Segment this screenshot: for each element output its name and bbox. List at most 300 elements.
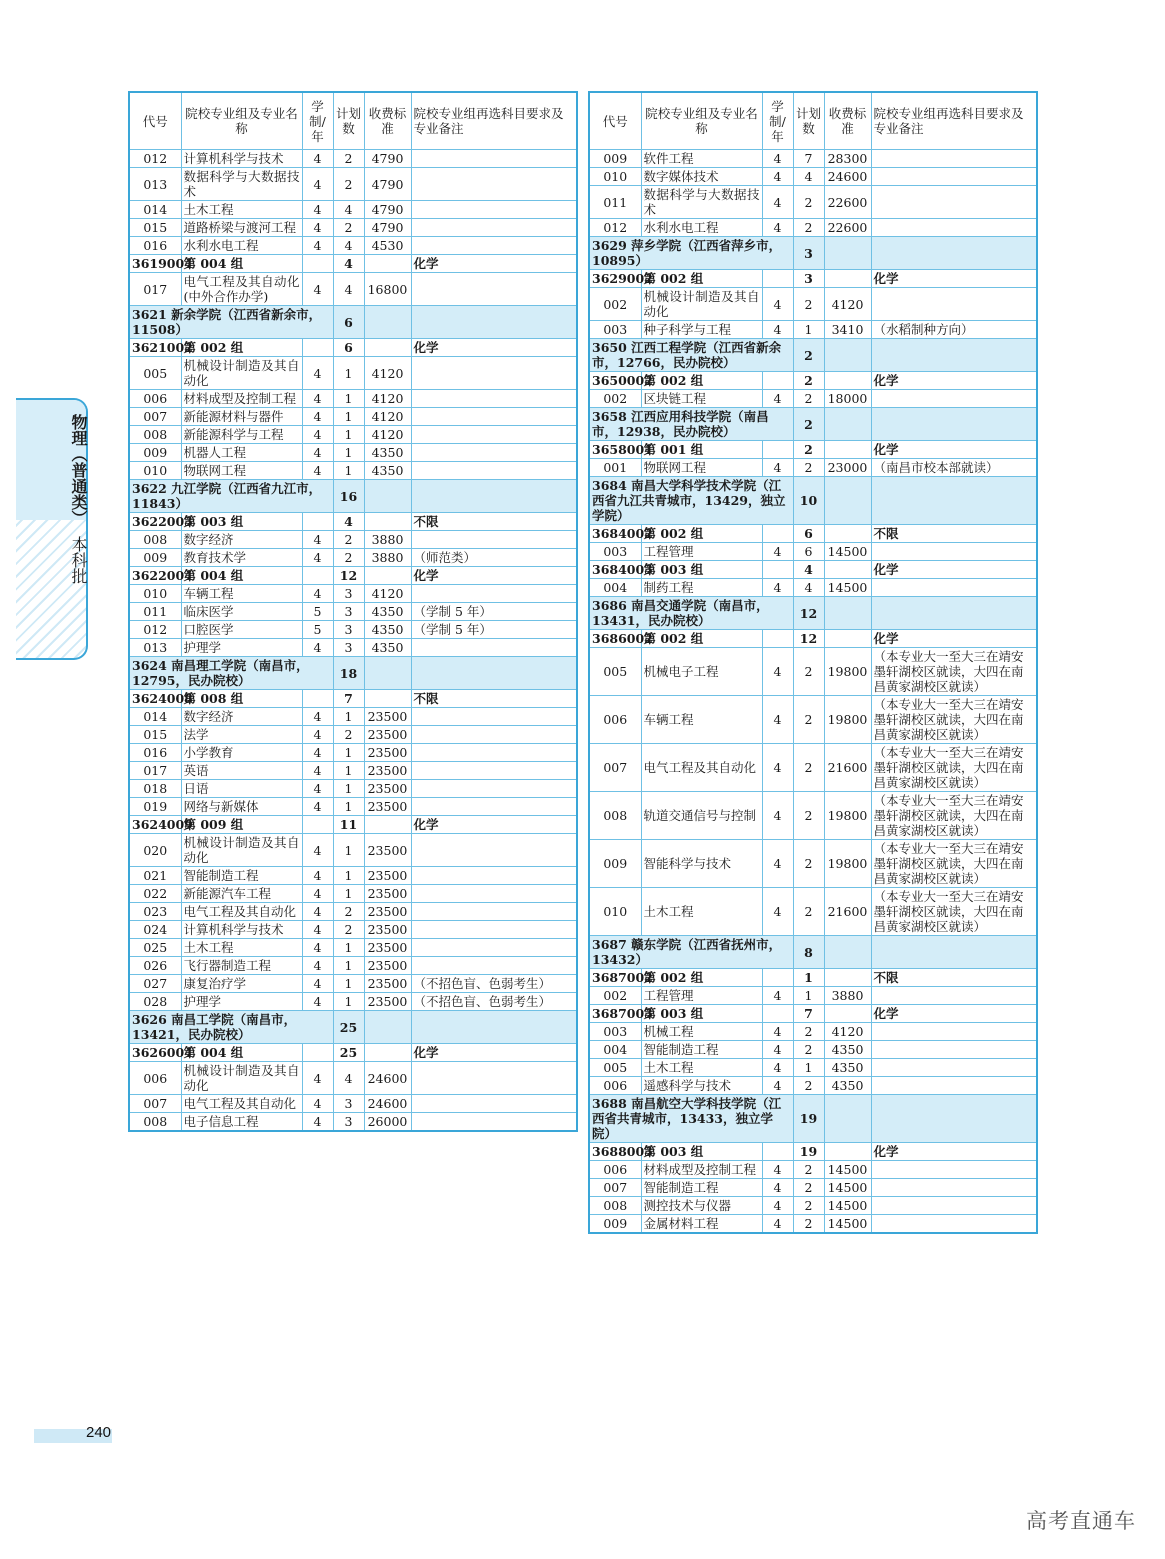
fee-cell: 14500 [824, 1161, 871, 1179]
years-cell: 4 [302, 150, 333, 168]
college-row [589, 408, 1037, 441]
code-cell: 006 [589, 696, 641, 744]
name-cell: 电气工程及其自动化 [641, 744, 762, 792]
plan-cell: 4 [333, 237, 364, 255]
note-cell [411, 744, 577, 762]
years-cell: 4 [762, 1197, 793, 1215]
name-cell: 机械设计制造及其自动化 [181, 357, 302, 390]
plan-cell: 1 [793, 1059, 824, 1077]
note-cell [871, 477, 1037, 525]
plan-count: 2 [793, 339, 824, 372]
name-cell: 物联网工程 [181, 462, 302, 480]
name-cell: 机械设计制造及其自动化 [181, 834, 302, 867]
years-cell: 4 [762, 1059, 793, 1077]
code-cell: 003 [589, 1023, 641, 1041]
major-row [589, 1179, 1037, 1197]
college-name: 3658 江西应用科技学院（南昌市，12938，民办院校） [589, 408, 793, 441]
major-row [129, 531, 577, 549]
code-cell: 004 [589, 1041, 641, 1059]
college-name: 3622 九江学院（江西省九江市，11843） [129, 480, 333, 513]
header-fee: 收费标准 [364, 92, 411, 150]
major-row [589, 888, 1037, 936]
table-header-row [129, 92, 577, 150]
name-cell: 第 003 组 [641, 561, 762, 579]
group-row [129, 690, 577, 708]
years-cell: 4 [762, 168, 793, 186]
major-row [129, 201, 577, 219]
plan-cell: 3 [793, 270, 824, 288]
fee-cell [824, 597, 871, 630]
name-cell: 第 001 组 [641, 441, 762, 459]
code-cell: 012 [589, 219, 641, 237]
note-cell [871, 1197, 1037, 1215]
name-cell: 数字经济 [181, 531, 302, 549]
code-cell: 3650002 [589, 372, 641, 390]
code-cell: 005 [129, 357, 181, 390]
header-plan: 计划数 [333, 92, 364, 150]
code-cell: 002 [589, 987, 641, 1005]
plan-cell: 2 [333, 549, 364, 567]
years-cell: 4 [302, 798, 333, 816]
note-cell [411, 1113, 577, 1132]
fee-cell [364, 816, 411, 834]
years-cell: 5 [302, 603, 333, 621]
years-cell [302, 513, 333, 531]
note-cell [871, 219, 1037, 237]
code-cell: 009 [589, 1215, 641, 1234]
note-cell [411, 903, 577, 921]
page-number: 240 [86, 1424, 112, 1441]
name-cell: 土木工程 [641, 1059, 762, 1077]
note-cell [871, 1059, 1037, 1077]
code-cell: 015 [129, 726, 181, 744]
years-cell: 4 [302, 921, 333, 939]
college-name: 3629 萍乡学院（江西省萍乡市，10895） [589, 237, 793, 270]
name-cell: 电子信息工程 [181, 1113, 302, 1132]
fee-cell [824, 441, 871, 459]
plan-cell: 2 [333, 921, 364, 939]
years-cell: 4 [302, 726, 333, 744]
plan-cell: 3 [333, 1095, 364, 1113]
note-cell [411, 726, 577, 744]
college-name: 3621 新余学院（江西省新余市，11508） [129, 306, 333, 339]
major-row [589, 696, 1037, 744]
plan-cell: 2 [333, 903, 364, 921]
note-cell [871, 1095, 1037, 1143]
name-cell: 车辆工程 [181, 585, 302, 603]
fee-cell: 23500 [364, 780, 411, 798]
years-cell: 4 [302, 1095, 333, 1113]
fee-cell [824, 561, 871, 579]
name-cell: 区块链工程 [641, 390, 762, 408]
years-cell: 4 [302, 444, 333, 462]
major-row [129, 975, 577, 993]
plan-cell: 1 [333, 780, 364, 798]
college-name: 3686 南昌交通学院（南昌市，13431，民办院校） [589, 597, 793, 630]
code-cell: 010 [589, 168, 641, 186]
note-cell [871, 186, 1037, 219]
name-cell: 土木工程 [641, 888, 762, 936]
name-cell: 机器人工程 [181, 444, 302, 462]
college-name: 3626 南昌工学院（南昌市，13421，民办院校） [129, 1011, 333, 1044]
note-cell [871, 339, 1037, 372]
name-cell: 水利水电工程 [641, 219, 762, 237]
fee-cell: 23500 [364, 744, 411, 762]
fee-cell: 4790 [364, 219, 411, 237]
years-cell: 4 [762, 459, 793, 477]
code-cell: 007 [589, 744, 641, 792]
major-row [589, 186, 1037, 219]
major-row [129, 639, 577, 657]
name-cell: 新能源科学与工程 [181, 426, 302, 444]
college-name: 3688 南昌航空大学科技学院（江西省共青城市，13433，独立学院） [589, 1095, 793, 1143]
group-row [129, 339, 577, 357]
header-code: 代号 [589, 92, 641, 150]
years-cell [302, 567, 333, 585]
years-cell: 4 [762, 1077, 793, 1095]
note-cell [411, 1095, 577, 1113]
code-cell: 012 [129, 150, 181, 168]
name-cell: 智能制造工程 [641, 1179, 762, 1197]
plan-cell: 2 [793, 840, 824, 888]
code-cell: 014 [129, 708, 181, 726]
major-row [129, 708, 577, 726]
plan-count: 16 [333, 480, 364, 513]
years-cell: 4 [302, 939, 333, 957]
years-cell: 4 [762, 1215, 793, 1234]
plan-cell: 4 [333, 255, 364, 273]
major-row [589, 459, 1037, 477]
plan-cell: 2 [793, 186, 824, 219]
plan-cell: 2 [793, 1215, 824, 1234]
years-cell: 4 [762, 648, 793, 696]
years-cell [762, 561, 793, 579]
years-cell: 4 [762, 840, 793, 888]
college-row [589, 936, 1037, 969]
name-cell: 智能制造工程 [641, 1041, 762, 1059]
batch-label: 本科批 [69, 536, 88, 584]
plan-cell: 1 [333, 357, 364, 390]
years-cell [762, 372, 793, 390]
fee-cell: 4350 [364, 639, 411, 657]
college-row [589, 1095, 1037, 1143]
fee-cell: 14500 [824, 1215, 871, 1234]
major-row [589, 390, 1037, 408]
major-row [589, 1041, 1037, 1059]
plan-cell: 2 [793, 1023, 824, 1041]
name-cell: 第 004 组 [181, 1044, 302, 1062]
major-row [129, 390, 577, 408]
fee-cell: 14500 [824, 1179, 871, 1197]
name-cell: 智能制造工程 [181, 867, 302, 885]
name-cell: 机械工程 [641, 1023, 762, 1041]
major-row [589, 288, 1037, 321]
college-name: 3687 赣东学院（江西省抚州市，13432） [589, 936, 793, 969]
note-cell: 化学 [411, 255, 577, 273]
note-cell [871, 168, 1037, 186]
code-cell: 010 [589, 888, 641, 936]
fee-cell: 23500 [364, 939, 411, 957]
group-row [589, 525, 1037, 543]
fee-cell: 4350 [364, 603, 411, 621]
code-cell: 005 [589, 648, 641, 696]
plan-cell: 6 [793, 525, 824, 543]
plan-cell: 7 [793, 1005, 824, 1023]
name-cell: 工程管理 [641, 543, 762, 561]
code-cell: 001 [589, 459, 641, 477]
fee-cell: 4350 [364, 444, 411, 462]
note-cell [871, 543, 1037, 561]
fee-cell: 3880 [824, 987, 871, 1005]
years-cell [762, 525, 793, 543]
years-cell: 4 [302, 273, 333, 306]
table-body [129, 150, 577, 1132]
name-cell: 数字媒体技术 [641, 168, 762, 186]
name-cell: 口腔医学 [181, 621, 302, 639]
header-name: 院校专业组及专业名称 [641, 92, 762, 150]
fee-cell [824, 1095, 871, 1143]
name-cell: 电气工程及其自动化 [181, 1095, 302, 1113]
fee-cell: 23500 [364, 975, 411, 993]
major-row [589, 1023, 1037, 1041]
years-cell [302, 255, 333, 273]
major-row [129, 219, 577, 237]
years-cell: 4 [302, 549, 333, 567]
note-cell [411, 426, 577, 444]
name-cell: 软件工程 [641, 150, 762, 168]
code-cell: 024 [129, 921, 181, 939]
fee-cell: 19800 [824, 840, 871, 888]
note-cell [411, 780, 577, 798]
note-cell: （本专业大一至大三在靖安墨轩湖校区就读，大四在南昌黄家湖校区就读） [871, 744, 1037, 792]
plan-cell: 2 [793, 1161, 824, 1179]
fee-cell: 4120 [824, 1023, 871, 1041]
code-cell: 008 [129, 1113, 181, 1132]
name-cell: 第 003 组 [181, 513, 302, 531]
note-cell [871, 237, 1037, 270]
college-row [129, 306, 577, 339]
name-cell: 日语 [181, 780, 302, 798]
code-cell: 026 [129, 957, 181, 975]
plan-cell: 2 [793, 372, 824, 390]
name-cell: 物联网工程 [641, 459, 762, 477]
plan-cell: 2 [333, 726, 364, 744]
major-row [129, 273, 577, 306]
fee-cell: 28300 [824, 150, 871, 168]
plan-cell: 2 [333, 150, 364, 168]
fee-cell [364, 1011, 411, 1044]
name-cell: 道路桥梁与渡河工程 [181, 219, 302, 237]
years-cell: 4 [762, 1161, 793, 1179]
fee-cell: 3880 [364, 531, 411, 549]
college-name: 3624 南昌理工学院（南昌市，12795，民办院校） [129, 657, 333, 690]
fee-cell: 23000 [824, 459, 871, 477]
plan-cell: 12 [333, 567, 364, 585]
major-row [589, 648, 1037, 696]
major-row [129, 921, 577, 939]
years-cell [762, 270, 793, 288]
code-cell: 3686002 [589, 630, 641, 648]
years-cell: 4 [302, 237, 333, 255]
note-cell [871, 1161, 1037, 1179]
major-row [129, 939, 577, 957]
note-cell [411, 1062, 577, 1095]
code-cell: 3688003 [589, 1143, 641, 1161]
major-row [129, 408, 577, 426]
years-cell [762, 969, 793, 987]
major-row [589, 543, 1037, 561]
name-cell: 护理学 [181, 639, 302, 657]
name-cell: 护理学 [181, 993, 302, 1011]
name-cell: 英语 [181, 762, 302, 780]
plan-cell: 1 [333, 462, 364, 480]
years-cell [762, 1143, 793, 1161]
name-cell: 第 004 组 [181, 567, 302, 585]
name-cell: 轨道交通信号与控制 [641, 792, 762, 840]
fee-cell: 23500 [364, 762, 411, 780]
code-cell: 007 [129, 1095, 181, 1113]
note-cell: 不限 [871, 525, 1037, 543]
fee-cell: 14500 [824, 1197, 871, 1215]
code-cell: 016 [129, 237, 181, 255]
years-cell: 4 [302, 903, 333, 921]
code-cell: 009 [129, 444, 181, 462]
name-cell: 数据科学与大数据技术 [181, 168, 302, 201]
fee-cell: 4120 [364, 426, 411, 444]
note-cell: 化学 [411, 1044, 577, 1062]
years-cell: 4 [302, 585, 333, 603]
college-row [589, 237, 1037, 270]
plan-cell: 3 [333, 1113, 364, 1132]
code-cell: 015 [129, 219, 181, 237]
note-cell: （学制 5 年） [411, 621, 577, 639]
note-cell: （师范类） [411, 549, 577, 567]
plan-count: 19 [793, 1095, 824, 1143]
years-cell: 4 [302, 762, 333, 780]
name-cell: 机械设计制造及其自动化 [181, 1062, 302, 1095]
plan-cell: 2 [333, 531, 364, 549]
plan-cell: 1 [333, 390, 364, 408]
years-cell: 4 [762, 1179, 793, 1197]
college-row [589, 477, 1037, 525]
plan-cell: 4 [333, 1062, 364, 1095]
plan-cell: 3 [333, 603, 364, 621]
years-cell: 4 [762, 792, 793, 840]
years-cell [302, 690, 333, 708]
college-row [129, 1011, 577, 1044]
name-cell: 数据科学与大数据技术 [641, 186, 762, 219]
note-cell: （本专业大一至大三在靖安墨轩湖校区就读，大四在南昌黄家湖校区就读） [871, 792, 1037, 840]
admission-table-right [588, 91, 1038, 1234]
note-cell [871, 597, 1037, 630]
years-cell: 4 [302, 708, 333, 726]
code-cell: 002 [589, 390, 641, 408]
code-cell: 3624008 [129, 690, 181, 708]
plan-cell: 2 [793, 441, 824, 459]
fee-cell: 23500 [364, 708, 411, 726]
years-cell: 4 [762, 987, 793, 1005]
plan-cell: 2 [793, 1197, 824, 1215]
plan-count: 6 [333, 306, 364, 339]
group-row [589, 270, 1037, 288]
years-cell: 4 [302, 957, 333, 975]
years-cell: 4 [302, 1062, 333, 1095]
years-cell: 4 [762, 543, 793, 561]
code-cell: 009 [589, 150, 641, 168]
plan-cell: 1 [793, 987, 824, 1005]
major-row [589, 840, 1037, 888]
years-cell: 4 [762, 888, 793, 936]
name-cell: 第 002 组 [181, 339, 302, 357]
plan-cell: 2 [793, 459, 824, 477]
group-row [129, 567, 577, 585]
major-row [589, 792, 1037, 840]
category-label: 物理（普通类） [69, 414, 88, 526]
name-cell: 教育技术学 [181, 549, 302, 567]
plan-cell: 2 [333, 168, 364, 201]
code-cell: 003 [589, 543, 641, 561]
code-cell: 012 [129, 621, 181, 639]
code-cell: 3622004 [129, 567, 181, 585]
plan-cell: 1 [333, 798, 364, 816]
code-cell: 006 [589, 1077, 641, 1095]
group-row [129, 816, 577, 834]
note-cell [871, 579, 1037, 597]
years-cell: 4 [302, 993, 333, 1011]
plan-cell: 4 [793, 168, 824, 186]
plan-cell: 6 [333, 339, 364, 357]
fee-cell [364, 1044, 411, 1062]
years-cell: 4 [302, 219, 333, 237]
note-cell [411, 201, 577, 219]
years-cell: 4 [762, 1023, 793, 1041]
major-row [129, 762, 577, 780]
fee-cell: 21600 [824, 744, 871, 792]
years-cell: 4 [302, 780, 333, 798]
header-fee: 收费标准 [824, 92, 871, 150]
fee-cell: 23500 [364, 798, 411, 816]
code-cell: 3626004 [129, 1044, 181, 1062]
note-cell [411, 885, 577, 903]
name-cell: 计算机科学与技术 [181, 921, 302, 939]
note-cell: 不限 [871, 969, 1037, 987]
fee-cell: 23500 [364, 903, 411, 921]
major-row [129, 585, 577, 603]
code-cell: 020 [129, 834, 181, 867]
fee-cell [824, 477, 871, 525]
code-cell: 006 [129, 1062, 181, 1095]
note-cell [411, 921, 577, 939]
plan-cell: 1 [333, 867, 364, 885]
major-row [129, 867, 577, 885]
code-cell: 007 [129, 408, 181, 426]
code-cell: 028 [129, 993, 181, 1011]
fee-cell: 4350 [824, 1059, 871, 1077]
major-row [129, 150, 577, 168]
code-cell: 3629002 [589, 270, 641, 288]
plan-cell: 4 [333, 201, 364, 219]
plan-cell: 2 [333, 219, 364, 237]
fee-cell: 14500 [824, 579, 871, 597]
plan-cell: 4 [333, 513, 364, 531]
plan-cell: 2 [793, 1077, 824, 1095]
header-note: 院校专业组再选科目要求及专业备注 [871, 92, 1037, 150]
fee-cell: 22600 [824, 219, 871, 237]
name-cell: 第 002 组 [641, 525, 762, 543]
code-cell: 013 [129, 639, 181, 657]
code-cell: 005 [589, 1059, 641, 1077]
note-cell: 不限 [411, 690, 577, 708]
